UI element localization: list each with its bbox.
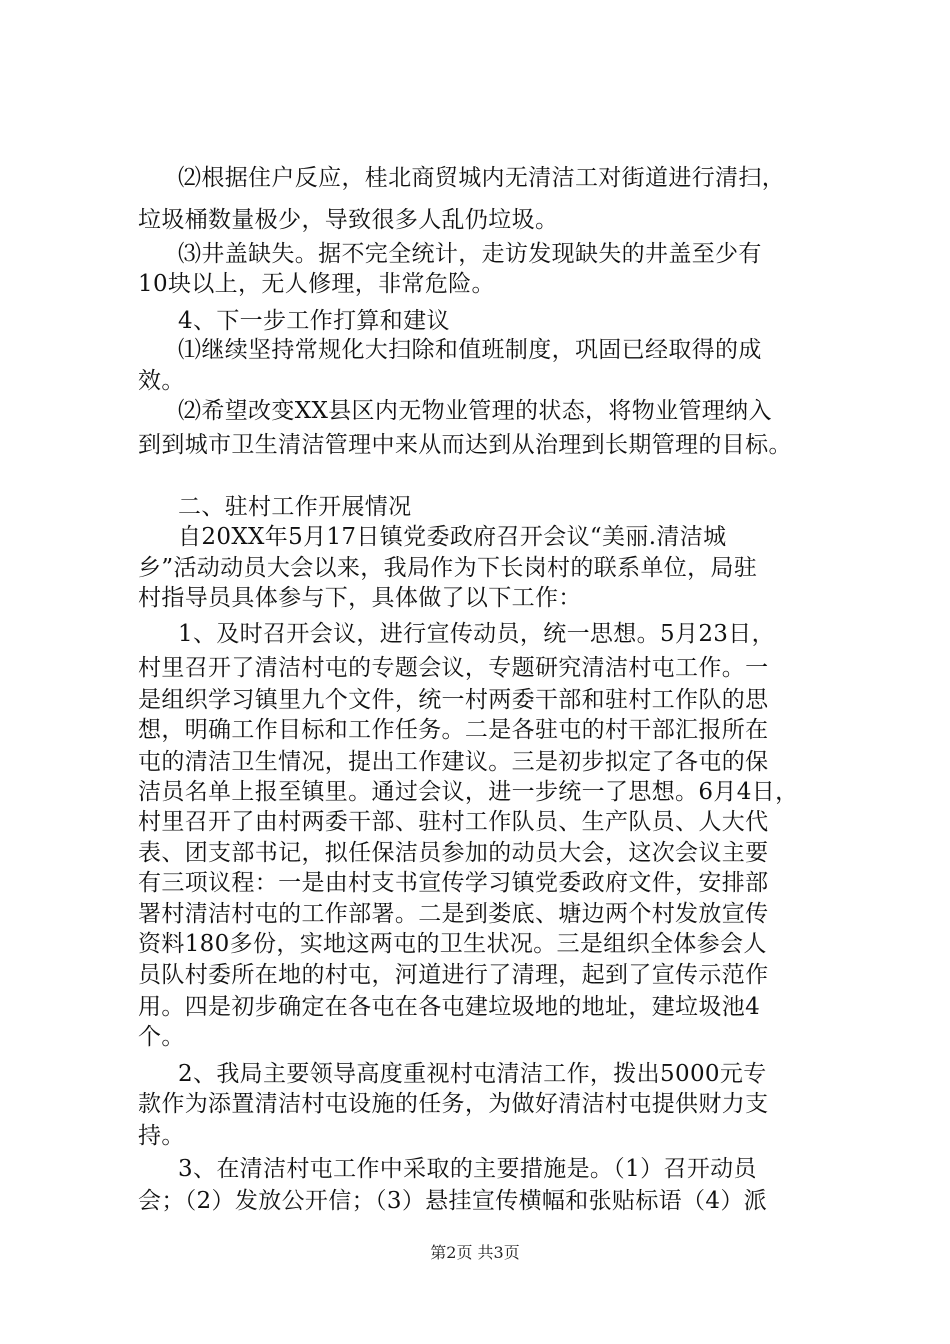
text-line: 有三项议程：一是由村支书宣传学习镇党委政府文件，安排部: [138, 870, 769, 896]
text-line: 洁员名单上报至镇里。通过会议，进一步统一了思想。6月4日，: [138, 779, 799, 805]
text-line: 用。四是初步确定在各屯在各屯建垃圾地的地址，建垃圾池4: [138, 994, 761, 1020]
text-line: 表、团支部书记，拟任保洁员参加的动员大会，这次会议主要: [138, 840, 769, 866]
text-line: 款作为添置清洁村屯设施的任务，为做好清洁村屯提供财力支: [138, 1091, 769, 1117]
text-line: 个。: [138, 1024, 185, 1050]
text-line: 想，明确工作目标和工作任务。二是各驻屯的村干部汇报所在: [138, 717, 769, 743]
text-line: 村里召开了清洁村屯的专题会议，专题研究清洁村屯工作。一: [138, 655, 769, 681]
page-number-footer: 第2页 共3页: [430, 1243, 520, 1262]
text-line: ⑵根据住户反应，桂北商贸城内无清洁工对街道进行清扫，: [178, 165, 786, 191]
text-line: 持。: [138, 1123, 185, 1149]
text-line: 2、我局主要领导高度重视村屯清洁工作，拨出5000元专: [178, 1061, 767, 1087]
text-line: ⑵希望改变XX县区内无物业管理的状态，将物业管理纳入: [178, 398, 772, 424]
text-line: 屯的清洁卫生情况，提出工作建议。三是初步拟定了各屯的保: [138, 749, 769, 775]
text-line: 署村清洁村屯的工作部署。二是到娄底、塘边两个村发放宣传: [138, 901, 769, 927]
text-line: 3、在清洁村屯工作中采取的主要措施是。（1）召开动员: [178, 1156, 757, 1182]
text-line: 二、驻村工作开展情况: [178, 494, 412, 520]
text-line: 10块以上，无人修理，非常危险。: [138, 271, 495, 297]
text-line: 员队村委所在地的村屯，河道进行了清理，起到了宣传示范作: [138, 962, 769, 988]
text-line: 到到城市卫生清洁管理中来从而达到从治理到长期管理的目标。: [138, 432, 792, 458]
text-line: ⑶井盖缺失。据不完全统计，走访发现缺失的井盖至少有: [178, 241, 762, 267]
text-line: 资料180多份，实地这两屯的卫生状况。三是组织全体参会人: [138, 931, 767, 957]
text-line: 村里召开了由村两委干部、驻村工作队员、生产队员、人大代: [138, 809, 769, 835]
text-line: ⑴继续坚持常规化大扫除和值班制度，巩固已经取得的成: [178, 337, 762, 363]
text-line: 垃圾桶数量极少，导致很多人乱仍垃圾。: [138, 207, 559, 233]
text-line: 自20XX年5月17日镇党委政府召开会议“美丽.清洁城: [178, 524, 727, 550]
text-line: 村指导员具体参与下，具体做了以下工作：: [138, 585, 582, 611]
text-line: 是组织学习镇里九个文件，统一村两委干部和驻村工作队的思: [138, 687, 769, 713]
text-line: 乡”活动动员大会以来，我局作为下长岗村的联系单位，局驻: [138, 555, 758, 581]
text-line: 效。: [138, 368, 185, 394]
text-line: 4、下一步工作打算和建议: [178, 308, 450, 334]
text-line: 会；（2）发放公开信；（3）悬挂宣传横幅和张贴标语（4）派: [138, 1188, 768, 1214]
text-line: 1、及时召开会议，进行宣传动员，统一思想。5月23日，: [178, 621, 775, 647]
